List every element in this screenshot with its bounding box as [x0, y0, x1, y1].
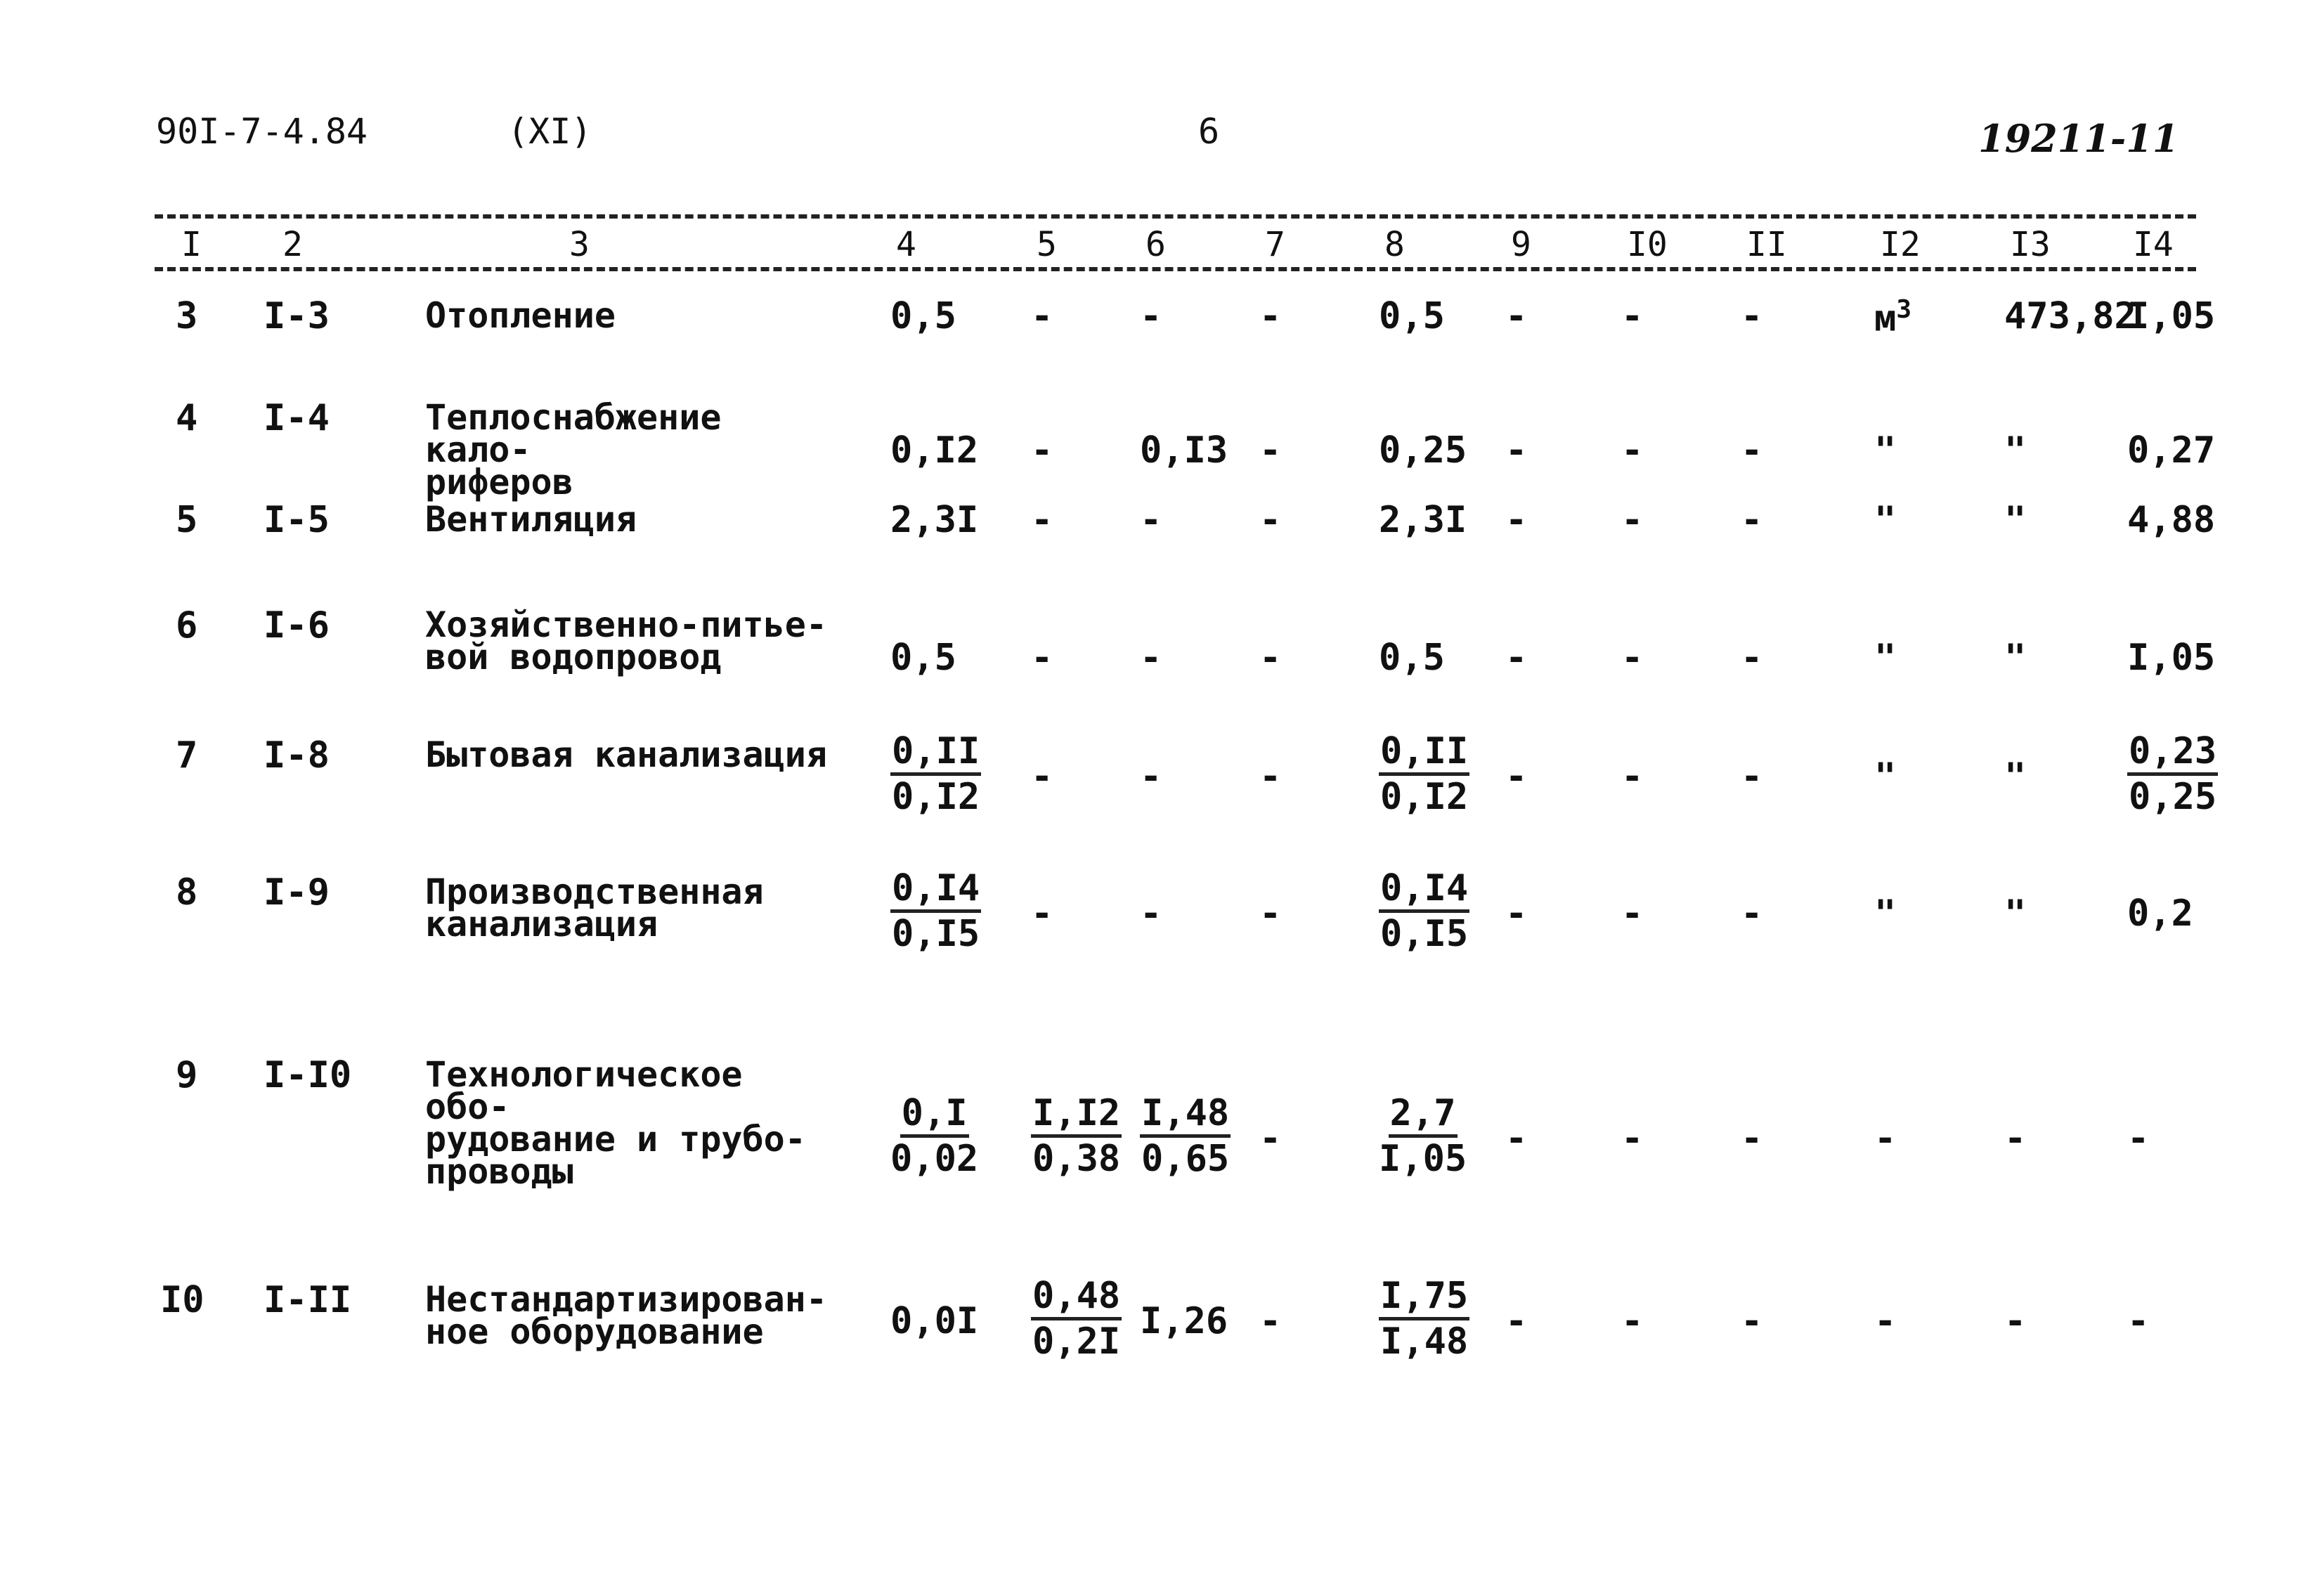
value-cell	[890, 637, 956, 679]
column-number-7: 7	[1265, 225, 1285, 264]
value-cell	[890, 429, 978, 472]
empty-dash-cell	[1621, 893, 1643, 935]
column-number-1: I	[181, 225, 202, 264]
fraction-value	[890, 1092, 978, 1180]
row-number: 8	[176, 871, 198, 914]
fraction-numerator: 0,I	[900, 1092, 969, 1138]
cell-text: "	[2004, 755, 2027, 798]
row-code: I-3	[264, 295, 330, 337]
cell-text: 2,3I	[890, 499, 979, 541]
row-code: I-9	[264, 871, 330, 914]
work-item-name: Отопление	[425, 295, 616, 336]
row-code: I-8	[264, 734, 330, 777]
cell-text: "	[1874, 637, 1897, 679]
empty-dash-cell	[1140, 499, 1162, 541]
empty-dash-cell	[1621, 1117, 1643, 1160]
row-code: I-II	[264, 1279, 352, 1321]
column-number-10: I0	[1627, 225, 1668, 264]
empty-dash-cell	[1741, 755, 1763, 798]
empty-dash-cell	[1259, 1117, 1281, 1160]
empty-dash-cell	[1259, 429, 1281, 472]
value-cell	[1379, 637, 1445, 679]
empty-dash-cell	[1621, 1300, 1643, 1342]
cell-text: 0,I2	[890, 429, 979, 472]
cell-text: -	[1259, 637, 1282, 679]
cell-text: 0,0I	[890, 1300, 979, 1342]
column-number-5: 5	[1037, 225, 1057, 264]
value-cell	[1140, 429, 1228, 472]
empty-dash-cell	[1031, 893, 1053, 935]
value-cell	[1140, 1300, 1228, 1342]
cell-text: -	[1505, 429, 1528, 472]
cell-text: 473,82	[2004, 295, 2136, 337]
row-number: 5	[176, 499, 198, 541]
cell-text: 0,25	[1379, 429, 1467, 472]
empty-dash-cell	[2127, 1300, 2149, 1342]
fraction-numerator: 0,I4	[1379, 867, 1469, 913]
fraction-numerator: 2,7	[1389, 1092, 1458, 1138]
cell-text: -	[1259, 1300, 1282, 1342]
empty-dash-cell	[1505, 1117, 1527, 1160]
fraction-value	[1031, 1092, 1122, 1180]
fraction-value	[1031, 1275, 1122, 1363]
value-cell	[1874, 429, 1896, 472]
value-cell	[2004, 893, 2026, 935]
fraction-denominator: 0,02	[890, 1138, 979, 1180]
cell-text: -	[1259, 1117, 1282, 1160]
row-number: 9	[176, 1054, 198, 1096]
cell-text: -	[1259, 499, 1282, 541]
value-cell	[2127, 637, 2215, 679]
fraction-numerator: I,I2	[1031, 1092, 1122, 1138]
fraction-denominator: 0,I2	[892, 776, 980, 818]
column-number-11: II	[1746, 225, 1787, 264]
row-number: 6	[176, 604, 198, 647]
cell-text: -	[1621, 429, 1644, 472]
cell-text: 0,5	[1379, 637, 1445, 679]
empty-dash-cell	[1140, 295, 1162, 337]
work-item-name: Вентиляция	[425, 499, 637, 540]
cell-text: -	[1505, 893, 1528, 935]
empty-dash-cell	[1140, 893, 1162, 935]
cell-text: -	[1621, 295, 1644, 337]
empty-dash-cell	[1621, 755, 1643, 798]
cell-text: -	[1140, 893, 1162, 935]
fraction-denominator: 0,I2	[1380, 776, 1469, 818]
empty-dash-cell	[1031, 499, 1053, 541]
column-number-4: 4	[896, 225, 916, 264]
cell-text: -	[1741, 1117, 1763, 1160]
empty-dash-cell	[1741, 499, 1763, 541]
value-cell	[1874, 295, 1911, 339]
row-number: 7	[176, 734, 198, 777]
row-number: 3	[176, 295, 198, 337]
empty-dash-cell	[1874, 1117, 1896, 1160]
cell-text: -	[1874, 1117, 1897, 1160]
fraction-value	[1140, 1092, 1231, 1180]
fraction-denominator: 0,65	[1141, 1138, 1230, 1180]
cell-text: -	[1031, 429, 1053, 472]
fraction-value	[890, 730, 981, 818]
empty-dash-cell	[1140, 755, 1162, 798]
empty-dash-cell	[1741, 1117, 1763, 1160]
cell-text: I,26	[1140, 1300, 1228, 1342]
fraction-numerator: 0,48	[1031, 1275, 1122, 1320]
empty-dash-cell	[1505, 637, 1527, 679]
value-cell	[2127, 295, 2215, 337]
cell-text: -	[1031, 295, 1053, 337]
cell-text: 2,3I	[1379, 499, 1467, 541]
cell-text: -	[1031, 755, 1053, 798]
cell-text: -	[2127, 1117, 2150, 1160]
empty-dash-cell	[1621, 499, 1643, 541]
cell-text: -	[1140, 295, 1162, 337]
empty-dash-cell	[1259, 1300, 1281, 1342]
fraction-numerator: 0,I4	[890, 867, 981, 913]
empty-dash-cell	[1505, 893, 1527, 935]
fraction-numerator: 0,23	[2127, 730, 2218, 776]
cell-text: -	[1621, 1117, 1644, 1160]
cell-text: -	[1505, 499, 1528, 541]
cell-text: -	[1741, 499, 1763, 541]
empty-dash-cell	[1741, 637, 1763, 679]
row-code: I-5	[264, 499, 330, 541]
fraction-numerator: 0,II	[890, 730, 981, 776]
value-cell	[2127, 893, 2193, 935]
cell-text: -	[1505, 637, 1528, 679]
value-cell	[1379, 429, 1467, 472]
cell-text: -	[1741, 755, 1763, 798]
value-cell	[890, 1300, 978, 1342]
handwritten-inventory-number: 19211-11	[1978, 116, 2179, 161]
table-header-rule	[155, 267, 2196, 271]
cell-text: I,05	[2127, 295, 2216, 337]
empty-dash-cell	[1259, 637, 1281, 679]
empty-dash-cell	[1505, 429, 1527, 472]
cell-text: -	[1741, 637, 1763, 679]
cell-text: -	[1741, 429, 1763, 472]
column-number-14: I4	[2133, 225, 2174, 264]
cell-text: "	[1874, 755, 1897, 798]
cell-text: -	[2004, 1117, 2027, 1160]
cell-text: I,05	[2127, 637, 2216, 679]
cell-text: -	[1259, 429, 1282, 472]
empty-dash-cell	[1874, 1300, 1896, 1342]
column-number-2: 2	[283, 225, 303, 264]
column-number-12: I2	[1880, 225, 1921, 264]
empty-dash-cell	[2004, 1300, 2026, 1342]
empty-dash-cell	[1621, 637, 1643, 679]
cell-text: "	[1874, 499, 1897, 541]
cell-text: -	[1031, 893, 1053, 935]
empty-dash-cell	[1505, 499, 1527, 541]
table-top-rule	[155, 214, 2196, 219]
cell-text: 0,5	[890, 295, 956, 337]
value-cell	[1874, 637, 1896, 679]
value-cell	[2004, 755, 2026, 798]
page-number: 6	[1198, 111, 1220, 152]
empty-dash-cell	[1621, 429, 1643, 472]
empty-dash-cell	[1259, 893, 1281, 935]
column-number-9: 9	[1511, 225, 1531, 264]
cell-text: "	[1874, 893, 1897, 935]
empty-dash-cell	[1259, 295, 1281, 337]
fraction-denominator: 0,2I	[1032, 1320, 1121, 1363]
empty-dash-cell	[1259, 755, 1281, 798]
value-cell	[2004, 637, 2026, 679]
empty-dash-cell	[1031, 295, 1053, 337]
cell-text: -	[1140, 755, 1162, 798]
work-item-name: Теплоснабжение кало- риферов	[425, 397, 722, 502]
empty-dash-cell	[1259, 499, 1281, 541]
cell-text: -	[1621, 1300, 1644, 1342]
work-item-name: Производственная канализация	[425, 871, 764, 945]
empty-dash-cell	[1741, 1300, 1763, 1342]
cell-text: м	[1874, 297, 1897, 340]
empty-dash-cell	[1741, 893, 1763, 935]
cell-text: -	[1505, 1300, 1528, 1342]
fraction-denominator: 0,38	[1032, 1138, 1121, 1180]
cell-text: -	[1505, 1117, 1528, 1160]
cell-text: -	[1621, 893, 1644, 935]
empty-dash-cell	[1031, 755, 1053, 798]
empty-dash-cell	[2127, 1117, 2149, 1160]
cell-text: -	[1259, 755, 1282, 798]
cell-text: -	[1505, 755, 1528, 798]
fraction-value	[1379, 1092, 1467, 1180]
column-number-3: 3	[569, 225, 590, 264]
value-cell	[1379, 499, 1467, 541]
value-cell	[1874, 499, 1896, 541]
empty-dash-cell	[1505, 1300, 1527, 1342]
value-cell	[2004, 429, 2026, 472]
cell-text: -	[1259, 295, 1282, 337]
cell-text: "	[1874, 429, 1897, 472]
value-cell	[1874, 893, 1896, 935]
cell-text: 0,27	[2127, 429, 2216, 472]
empty-dash-cell	[1621, 295, 1643, 337]
cell-text: -	[1621, 637, 1644, 679]
value-cell	[1874, 755, 1896, 798]
empty-dash-cell	[1741, 295, 1763, 337]
empty-dash-cell	[2004, 1117, 2026, 1160]
fraction-numerator: I,75	[1379, 1275, 1469, 1320]
empty-dash-cell	[1505, 755, 1527, 798]
row-code: I-6	[264, 604, 330, 647]
fraction-value	[2127, 730, 2218, 818]
fraction-denominator: 0,25	[2129, 776, 2217, 818]
empty-dash-cell	[1031, 637, 1053, 679]
fraction-numerator: 0,II	[1379, 730, 1469, 776]
cell-text: -	[1621, 755, 1644, 798]
cell-text: 0,5	[890, 637, 956, 679]
row-code: I-4	[264, 397, 330, 439]
cell-text: -	[1621, 499, 1644, 541]
cell-text: -	[1874, 1300, 1897, 1342]
cell-text: -	[1741, 295, 1763, 337]
fraction-denominator: I,05	[1379, 1138, 1467, 1180]
document-code: 90I-7-4.84	[156, 111, 368, 152]
value-cell	[2127, 499, 2215, 541]
cell-text: -	[1140, 637, 1162, 679]
column-number-13: I3	[2010, 225, 2051, 264]
cell-text: 0,5	[1379, 295, 1445, 337]
row-number: I0	[160, 1279, 205, 1321]
section-label: (XI)	[507, 111, 592, 152]
empty-dash-cell	[1505, 295, 1527, 337]
cell-text: -	[1741, 893, 1763, 935]
cell-text: -	[1031, 499, 1053, 541]
fraction-value	[1379, 730, 1469, 818]
fraction-value	[1379, 1275, 1469, 1363]
fraction-value	[1379, 867, 1469, 955]
work-item-name: Хозяйственно-питье- вой водопровод	[425, 604, 827, 677]
empty-dash-cell	[1031, 429, 1053, 472]
fraction-numerator: I,48	[1140, 1092, 1231, 1138]
cell-text: "	[2004, 429, 2027, 472]
column-number-8: 8	[1384, 225, 1405, 264]
cell-text: "	[2004, 893, 2027, 935]
value-cell	[2004, 295, 2136, 337]
column-number-6: 6	[1145, 225, 1166, 264]
cell-text: "	[2004, 499, 2027, 541]
value-cell	[890, 295, 956, 337]
cell-text: -	[1140, 499, 1162, 541]
empty-dash-cell	[1741, 429, 1763, 472]
work-item-name: Технологическое обо- рудование и трубо- проводы	[425, 1054, 806, 1192]
fraction-value	[890, 867, 981, 955]
unit-superscript: 3	[1896, 295, 1911, 324]
cell-text: -	[1741, 1300, 1763, 1342]
cell-text: 0,I3	[1140, 429, 1228, 472]
value-cell	[1379, 295, 1445, 337]
fraction-denominator: 0,I5	[1380, 913, 1469, 955]
cell-text: -	[2127, 1300, 2150, 1342]
work-item-name: Нестандартизирован- ное оборудование	[425, 1279, 827, 1352]
cell-text: -	[1031, 637, 1053, 679]
row-number: 4	[176, 397, 198, 439]
value-cell	[2004, 499, 2026, 541]
value-cell	[890, 499, 978, 541]
work-item-name: Бытовая канализация	[425, 734, 827, 775]
cell-text: 0,2	[2127, 893, 2193, 935]
empty-dash-cell	[1140, 637, 1162, 679]
cell-text: -	[1259, 893, 1282, 935]
cell-text: -	[1505, 295, 1528, 337]
cell-text: -	[2004, 1300, 2027, 1342]
fraction-denominator: 0,I5	[892, 913, 980, 955]
row-code: I-I0	[264, 1054, 352, 1096]
fraction-denominator: I,48	[1380, 1320, 1469, 1363]
cell-text: 4,88	[2127, 499, 2216, 541]
value-cell	[2127, 429, 2215, 472]
cell-text: "	[2004, 637, 2027, 679]
